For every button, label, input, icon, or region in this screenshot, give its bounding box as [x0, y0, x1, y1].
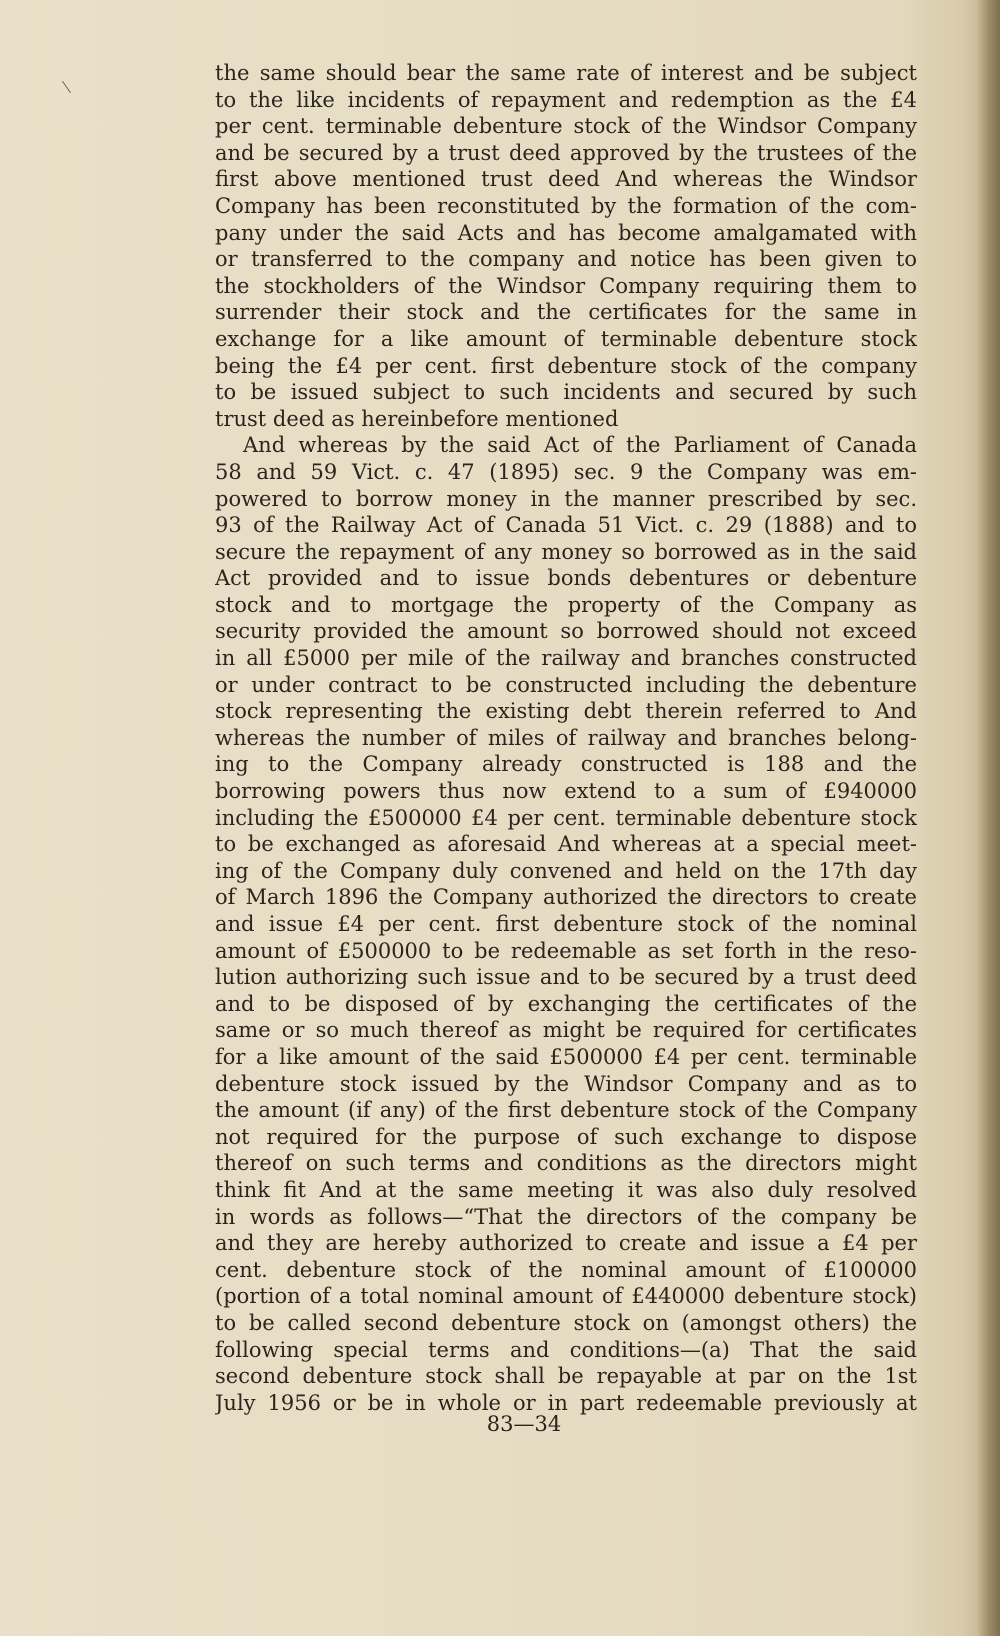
text-line: ing of the Company duly convened and held on the 17th day: [215, 858, 917, 883]
text-line: in words as follows—“That the directors of the company be: [215, 1204, 917, 1229]
text-line: being the £4 per cent. first debenture stock of the company: [215, 353, 917, 378]
text-line: first above mentioned trust deed And whereas the Windsor: [215, 167, 917, 192]
text-line: in all £5000 per mile of the railway and branches constructed: [215, 646, 917, 671]
text-line: lution authorizing such issue and to be secured by a trust deed: [215, 965, 917, 990]
margin-mark: [62, 81, 71, 93]
text-line: amount of £500000 to be redeemable as set forth in the reso-: [215, 938, 917, 963]
text-line: stock and to mortgage the property of the Company as: [215, 592, 917, 617]
text-line: or transferred to the company and notice has been given to: [215, 247, 917, 272]
text-line: ing to the Company already constructed is 188 and the: [215, 752, 917, 777]
text-line: to be exchanged as aforesaid And whereas at a special meet-: [215, 832, 917, 857]
text-line: pany under the said Acts and has become amalgamated with: [215, 220, 917, 245]
text-line: secure the repayment of any money so borrowed as in the said: [215, 539, 917, 564]
text-line: Act provided and to issue bonds debentures or debenture: [215, 566, 917, 591]
text-line: Company has been reconstituted by the formation of the com-: [215, 193, 917, 218]
body-text: [215, 60, 917, 1416]
text-line: powered to borrow money in the manner prescribed by sec.: [215, 486, 917, 511]
text-line: and they are hereby authorized to create and issue a £4 per: [215, 1231, 917, 1256]
text-line: the stockholders of the Windsor Company requiring them to: [215, 273, 917, 298]
text-line: thereof on such terms and conditions as the directors might: [215, 1151, 917, 1176]
text-line: to the like incidents of repayment and redemption as the £4: [215, 87, 917, 112]
text-line: to be issued subject to such incidents and secured by such: [215, 380, 917, 405]
text-line: cent. debenture stock of the nominal amount of £100000: [215, 1257, 917, 1282]
text-line: (portion of a total nominal amount of £440000 debenture stock): [215, 1284, 917, 1309]
text-line: and be secured by a trust deed approved by the trustees of the: [215, 140, 917, 165]
text-line: to be called second debenture stock on (amongst others) the: [215, 1310, 917, 1335]
text-line: think fit And at the same meeting it was also duly resolved: [215, 1177, 917, 1202]
text-line: borrowing powers thus now extend to a sum of £940000: [215, 779, 917, 804]
text-line: surrender their stock and the certificates for the same in: [215, 300, 917, 325]
text-line: the same should bear the same rate of interest and be subject: [215, 61, 917, 85]
text-line: or under contract to be constructed including the debenture: [215, 672, 917, 697]
text-line: whereas the number of miles of railway and branches belong-: [215, 725, 917, 750]
text-line: per cent. terminable debenture stock of the Windsor Company: [215, 114, 917, 139]
book-spine-shadow: [978, 0, 1000, 1636]
text-line: trust deed as hereinbefore mentioned: [215, 406, 619, 431]
text-line: not required for the purpose of such exchange to dispose: [215, 1124, 917, 1149]
text-line: And whereas by the said Act of the Parliament of Canada: [243, 433, 917, 458]
text-line: 58 and 59 Vict. c. 47 (1895) sec. 9 the Company was em-: [215, 459, 917, 484]
text-line: of March 1896 the Company authorized the directors to create: [215, 885, 917, 910]
text-line: exchange for a like amount of terminable debenture stock: [215, 326, 917, 351]
text-line: same or so much thereof as might be required for certificates: [215, 1018, 917, 1043]
text-line: and issue £4 per cent. first debenture stock of the nominal: [215, 912, 917, 936]
text-line: July 1956 or be in whole or in part redeemable previously at: [215, 1390, 917, 1415]
text-line: stock representing the existing debt therein referred to And: [215, 699, 917, 724]
page-number: 83—34: [486, 1412, 562, 1436]
text-line: 93 of the Railway Act of Canada 51 Vict. c. 29 (1888) and to: [215, 513, 917, 538]
text-line: second debenture stock shall be repayable at par on the 1st: [215, 1364, 917, 1389]
text-line: following special terms and conditions—(a) That the said: [215, 1337, 917, 1362]
text-line: the amount (if any) of the first debenture stock of the Company: [215, 1098, 917, 1123]
text-line: for a like amount of the said £500000 £4 per cent. terminable: [215, 1044, 917, 1069]
text-line: and to be disposed of by exchanging the certificates of the: [215, 991, 917, 1016]
text-line: including the £500000 £4 per cent. terminable debenture stock: [215, 805, 917, 830]
text-line: security provided the amount so borrowed should not exceed: [215, 619, 917, 644]
text-line: debenture stock issued by the Windsor Company and as to: [215, 1071, 917, 1096]
